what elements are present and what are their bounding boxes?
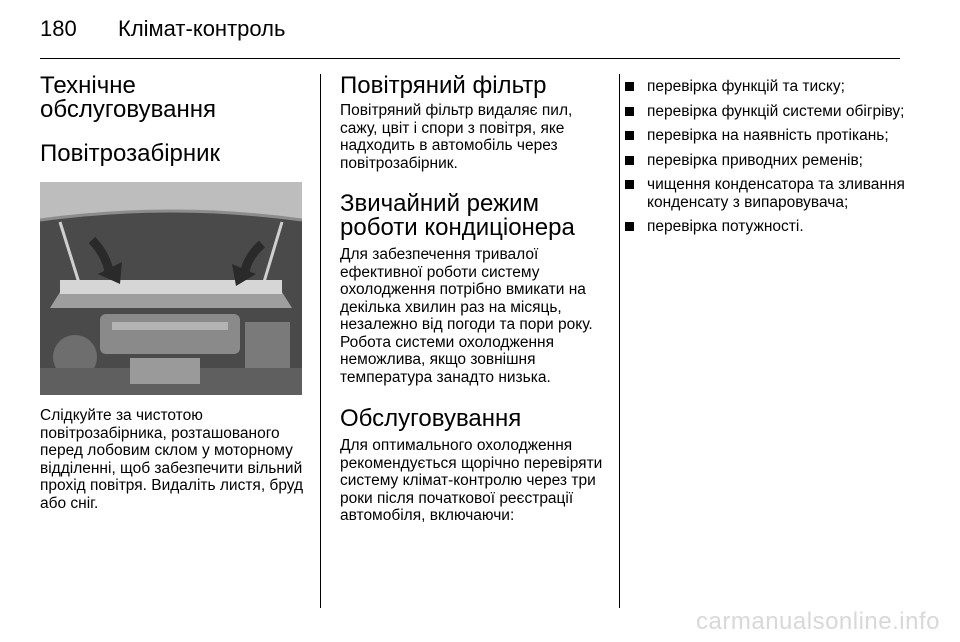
column-divider-2 — [619, 74, 620, 608]
bullet-icon — [625, 222, 634, 231]
header-rule — [40, 58, 900, 59]
service-heading: Обслуговування — [340, 405, 522, 432]
engine-bay-figure — [40, 182, 302, 395]
watermark: carmanualsonline.info — [696, 608, 940, 635]
list-item: перевірка функцій системи обігріву; — [625, 103, 915, 121]
ac-regular-operation-text: Для забезпечення тривалої ефективної роботи систему охолодження потрібно вмикати на декілька хвилин раз на місяць, незалежно від погоди та пори року. Робота системи охолодження неможлива, якщо зовнішня температура занадто низька. — [340, 246, 593, 386]
column-1 — [40, 74, 305, 512]
bullet-icon — [625, 156, 634, 165]
column-3 — [625, 74, 915, 243]
page-number: 180 — [40, 16, 77, 41]
list-item: перевірка на наявність протікань; — [625, 127, 915, 145]
column-2 — [340, 74, 610, 525]
ac-regular-operation-heading: Звичайний режим роботи кондиціонера — [340, 190, 575, 241]
service-text: Для оптимального охолодження рекомендується щорічно перевіряти систему клімат-контролю через три роки після початкової реєстрації автомобіля, включаючи: — [340, 437, 603, 524]
list-item: перевірка функцій та тиску; — [625, 78, 915, 96]
bullet-icon — [625, 131, 634, 140]
engine-bay-illustration — [40, 182, 302, 395]
service-checklist — [625, 78, 915, 236]
air-filter-text: Повітряний фільтр видаляє пил, сажу, цвіт і спори з повітря, яке надходить в автомобіль через повітрозабірник. — [340, 102, 573, 172]
maintenance-heading: Технічне обслуговування — [40, 72, 216, 123]
air-intake-text: Слідкуйте за чистотою повітрозабірника, розташованого перед лобовим склом у моторному відділенні, щоб забезпечити вільний прохід повітря. Видаліть листя, бруд або сніг. — [40, 407, 304, 512]
bullet-icon — [625, 82, 634, 91]
list-item: чищення конденсатора та зливання конденсату з випаровувача; — [625, 176, 915, 211]
list-item: перевірка потужності. — [625, 218, 915, 236]
bullet-icon — [625, 180, 634, 189]
section-title: Клімат-контроль — [118, 16, 286, 41]
air-filter-heading: Повітряний фільтр — [340, 72, 547, 99]
column-divider-1 — [320, 74, 321, 608]
bullet-icon — [625, 107, 634, 116]
list-item: перевірка приводних ременів; — [625, 152, 915, 170]
air-intake-heading: Повітрозабірник — [40, 140, 221, 167]
